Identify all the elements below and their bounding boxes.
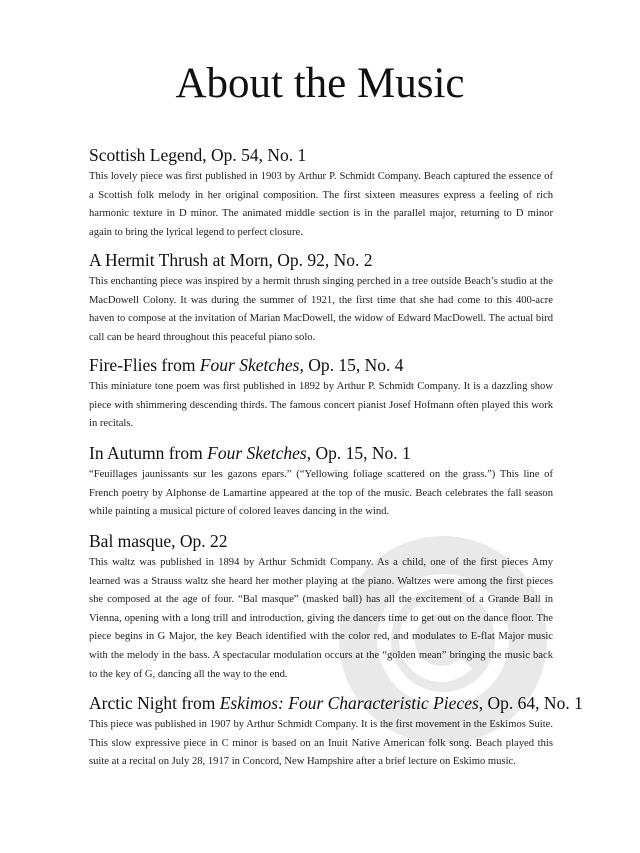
section-title: Bal masque, Op. 22 <box>89 531 228 551</box>
section-body: This lovely piece was first published in 1903 by Arthur P. Schmidt Company. Beach captured the essence of a Scottish folk melody in her original composition. The first sixteen measures express a feeling of rich harmonic texture in D minor. The animated middle section is in the parallel major, returning to D minor again to bring the lyrical legend to perfect closure. <box>89 171 553 238</box>
section-in-autumn <box>89 442 553 522</box>
page-title: About the Music <box>175 60 465 107</box>
section-title: Scottish Legend, Op. 54, No. 1 <box>89 145 307 165</box>
section-bal-masque <box>89 530 553 684</box>
section-fire-flies <box>89 354 553 434</box>
section-title: In Autumn from Four Sketches, Op. 15, No. 1 <box>89 443 411 463</box>
section-title: Arctic Night from Eskimos: Four Characteristic Pieces, Op. 64, No. 1 <box>89 693 583 713</box>
section-body: This miniature tone poem was first published in 1892 by Arthur P. Schmidt Company. It is a dazzling show piece with shimmering descending thirds. The famous concert pianist Josef Hofmann often played this work in recitals. <box>89 381 553 430</box>
section-body: This enchanting piece was inspired by a hermit thrush singing perched in a tree outside Beach’s studio at the MacDowell Colony. It was during the summer of 1921, the first time that she had come to this 400-acre haven to compose at the invitation of Marian MacDowell, the widow of Edward MacDowell. The actual bird call can be heard throughout this peaceful piano solo. <box>89 276 553 343</box>
section-body: This piece was published in 1907 by Arthur Schmidt Company. It is the first movement in the Eskimos Suite. This slow expressive piece in C minor is based on an Inuit Native American folk song. Beach played this suite at a recital on July 28, 1917 in Concord, New Hampshire after a brief lecture on Eskimo music. <box>89 719 553 768</box>
section-hermit-thrush <box>89 249 553 347</box>
section-scottish-legend <box>89 144 553 242</box>
section-body: “Feuillages jaunissants sur les gazons epars.” (“Yellowing foliage scattered on the grass.”) This line of French poetry by Alphonse de Lamartine appeared at the top of the music. Beach celebrates the fall season while painting a musical picture of colored leaves dancing in the wind. <box>89 469 553 518</box>
section-body: This waltz was published in 1894 by Arthur Schmidt Company. As a child, one of the first pieces Amy learned was a Strauss waltz she heard her mother playing at the piano. Waltzes were among the first pieces she composed at the age of four. “Bal masque” (masked ball) has all the excitement of a Grande Ball in Vienna, opening with a long trill and introduction, giving the dancers time to get out on the dance floor. The piece begins in G Major, the key Beach identified with the color red, and modulates to E-flat Major music with the melody in the bass. A spectacular modulation occurs at the “golden mean” bringing the music back to the key of G, dancing all the way to the end. <box>89 557 553 680</box>
section-title: Fire-Flies from Four Sketches, Op. 15, No. 4 <box>89 355 404 375</box>
section-title: A Hermit Thrush at Morn, Op. 92, No. 2 <box>89 250 373 270</box>
section-arctic-night <box>89 692 583 772</box>
